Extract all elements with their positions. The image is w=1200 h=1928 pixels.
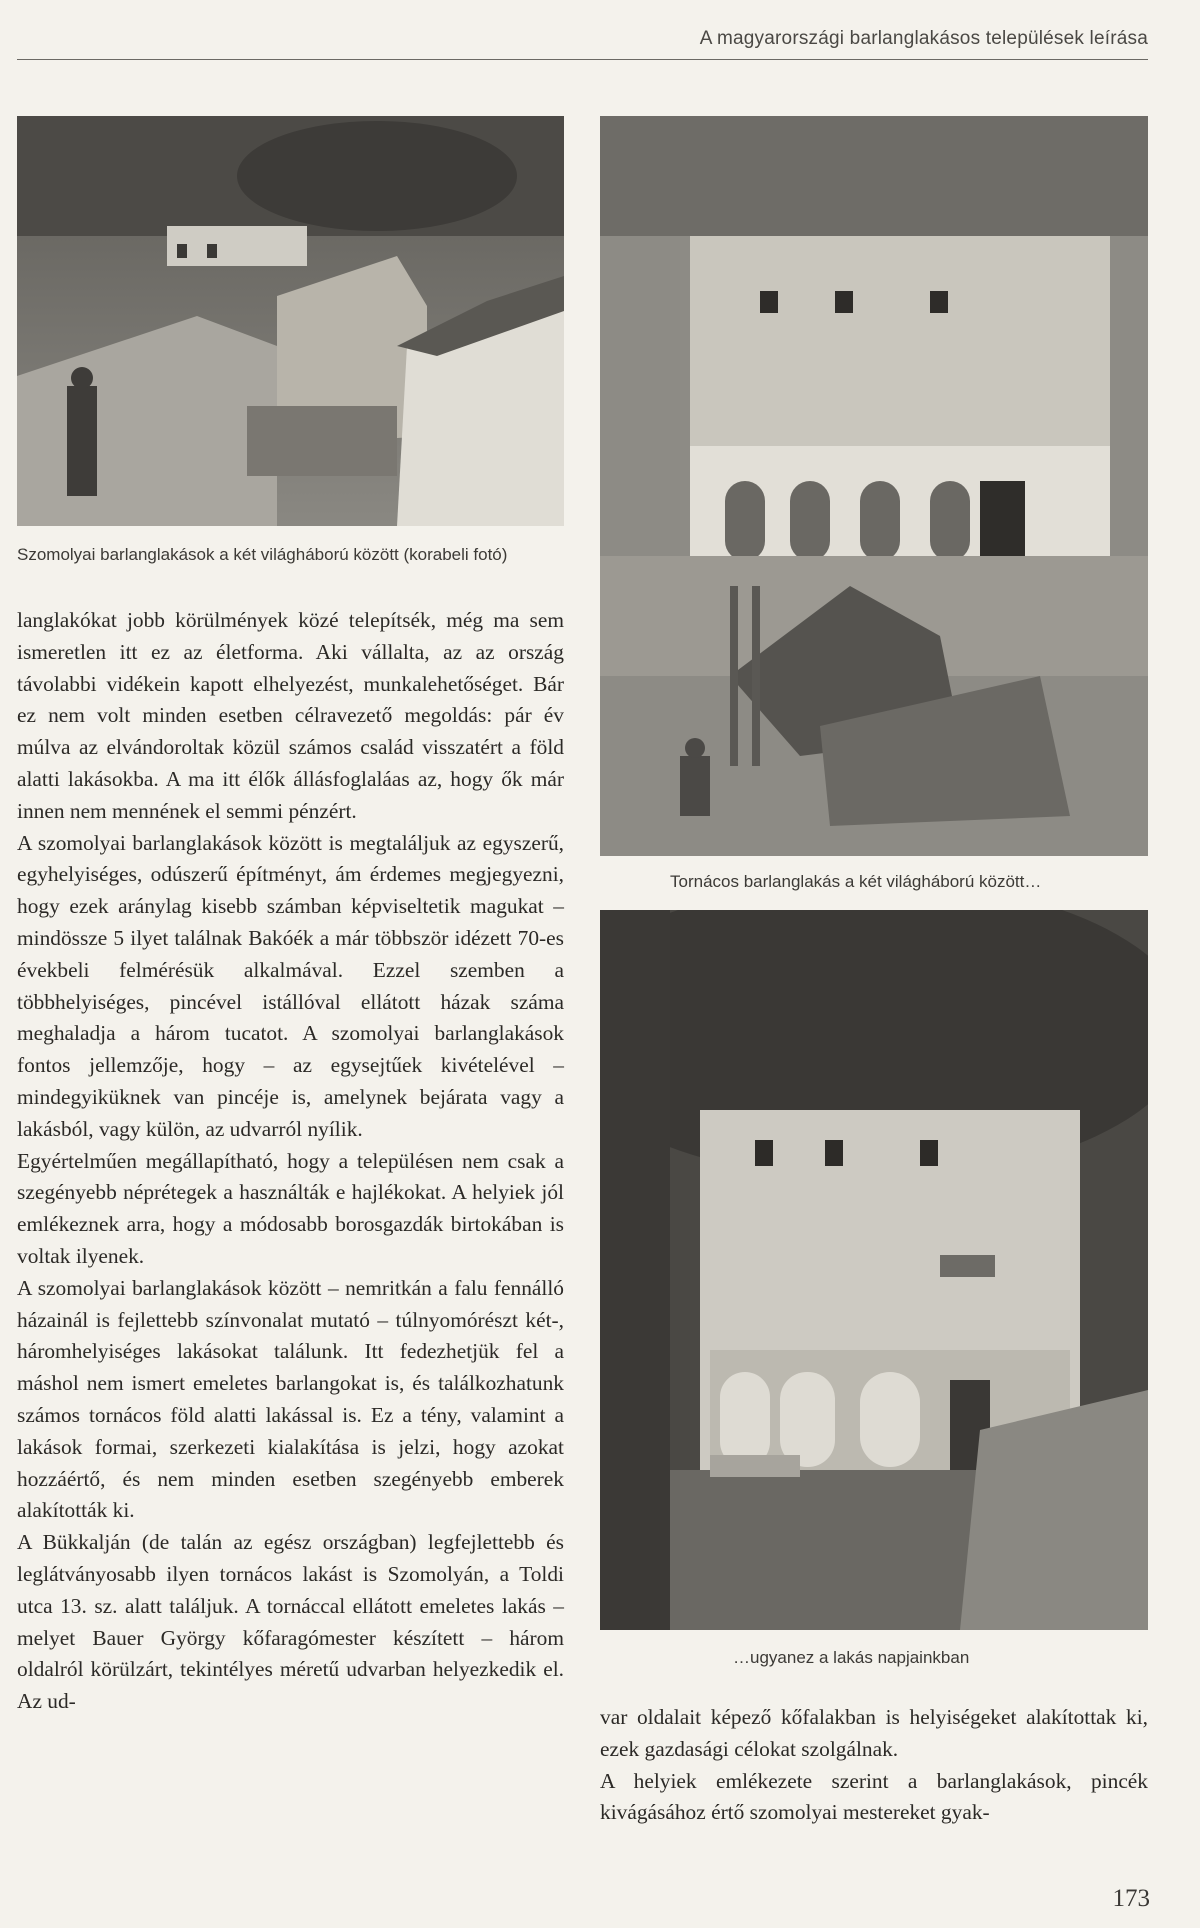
figure-3-photo bbox=[600, 910, 1148, 1630]
photo-icon bbox=[600, 910, 1148, 1630]
photo-icon bbox=[600, 116, 1148, 856]
running-title: A magyarországi barlanglakásos települések leírása bbox=[699, 28, 1148, 49]
paragraph: A helyiek emlékezete szerint a barlanglakások, pincék kivágásához értő szomolyai mestereket gyak- bbox=[600, 1768, 1148, 1825]
paragraph: var oldalait képező kőfalakban is helyiségeket alakítottak ki, ezek gazdasági célokat szolgálnak. bbox=[600, 1705, 1148, 1761]
right-text-column bbox=[600, 1702, 1148, 1829]
page-number: 173 bbox=[1112, 1885, 1150, 1912]
figure-2-photo bbox=[600, 116, 1148, 856]
figure-3-caption: …ugyanez a lakás napjainkban bbox=[733, 1648, 970, 1667]
paragraph: A szomolyai barlanglakások között – nemritkán a falu fennálló házainál is fejlettebb színvonalat mutató – túlnyomórészt két-, háromhelyiséges lakásokat találunk. Itt fedezhetjük fel a máshol nem ismert emeletes barlangokat is, és találkozhatunk számos tornácos föld alatti lakással is. Ez a tény, valamint a lakások formai, szerkezeti kialakítása is jelzi, hogy azokat hozzáértő, és nem minden esetben szegényebb emberek alakították ki. bbox=[17, 1275, 564, 1523]
header-rule bbox=[17, 59, 1148, 60]
figure-1-caption: Szomolyai barlanglakások a két világháború között (korabeli fotó) bbox=[17, 545, 508, 564]
photo-icon bbox=[17, 116, 564, 526]
paragraph: Egyértelműen megállapítható, hogy a településen nem csak a szegényebb néprétegek a használták e hajlékokat. A helyiek jól emlékeznek arra, hogy a módosabb borosgazdák birtokában is voltak ilyenek. bbox=[17, 1148, 564, 1268]
paragraph: A Bükkalján (de talán az egész országban) legfejlettebb és leglátványosabb ilyen tornácos lakást is Szomolyán, a Toldi utca 13. sz. alatt találjuk. A tornáccal ellátott emeletes lakás – melyet Bauer György kőfaragómester készített – három oldalról körülzárt, tekintélyes méretű udvarban helyezkedik el. Az ud- bbox=[17, 1530, 564, 1714]
paragraph: langlakókat jobb körülmények közé telepítsék, még ma sem ismeretlen itt ez az életforma. Aki vállalta, az az ország távolabbi vidékein kapott elhelyezést, munkalehetőséget. Bár ez nem volt minden esetben célravezető megoldás: pár év múlva az elvándoroltak közül számos család visszatért a föld alatti lakásokba. A ma itt élők állásfoglaláas az, hogy ők már innen nem mennének el semmi pénzért. bbox=[17, 608, 564, 823]
left-text-column bbox=[17, 605, 564, 1718]
figure-2-caption: Tornácos barlanglakás a két világháború között… bbox=[670, 872, 1042, 891]
figure-1-photo bbox=[17, 116, 564, 526]
paragraph: A szomolyai barlanglakások között is megtaláljuk az egyszerű, egyhelyiséges, odúszerű építményt, ám érdemes megjegyezni, hogy ezek aránylag kisebb számban képviseltetik magukat – mindössze 5 ilyet találnak Bakóék a már többször idézett 70-es évekbeli felmérésük alkalmával. Ezzel szemben a többhelyiséges, pincével istállóval ellátott házak száma meghaladja a három tucatot. A szomolyai barlanglakások fontos jellemzője, hogy – az egysejtűek kivételével – mindegyiküknek van pincéje is, amelynek bejárata vagy a lakásból, vagy külön, az udvarról nyílik. bbox=[17, 830, 564, 1141]
